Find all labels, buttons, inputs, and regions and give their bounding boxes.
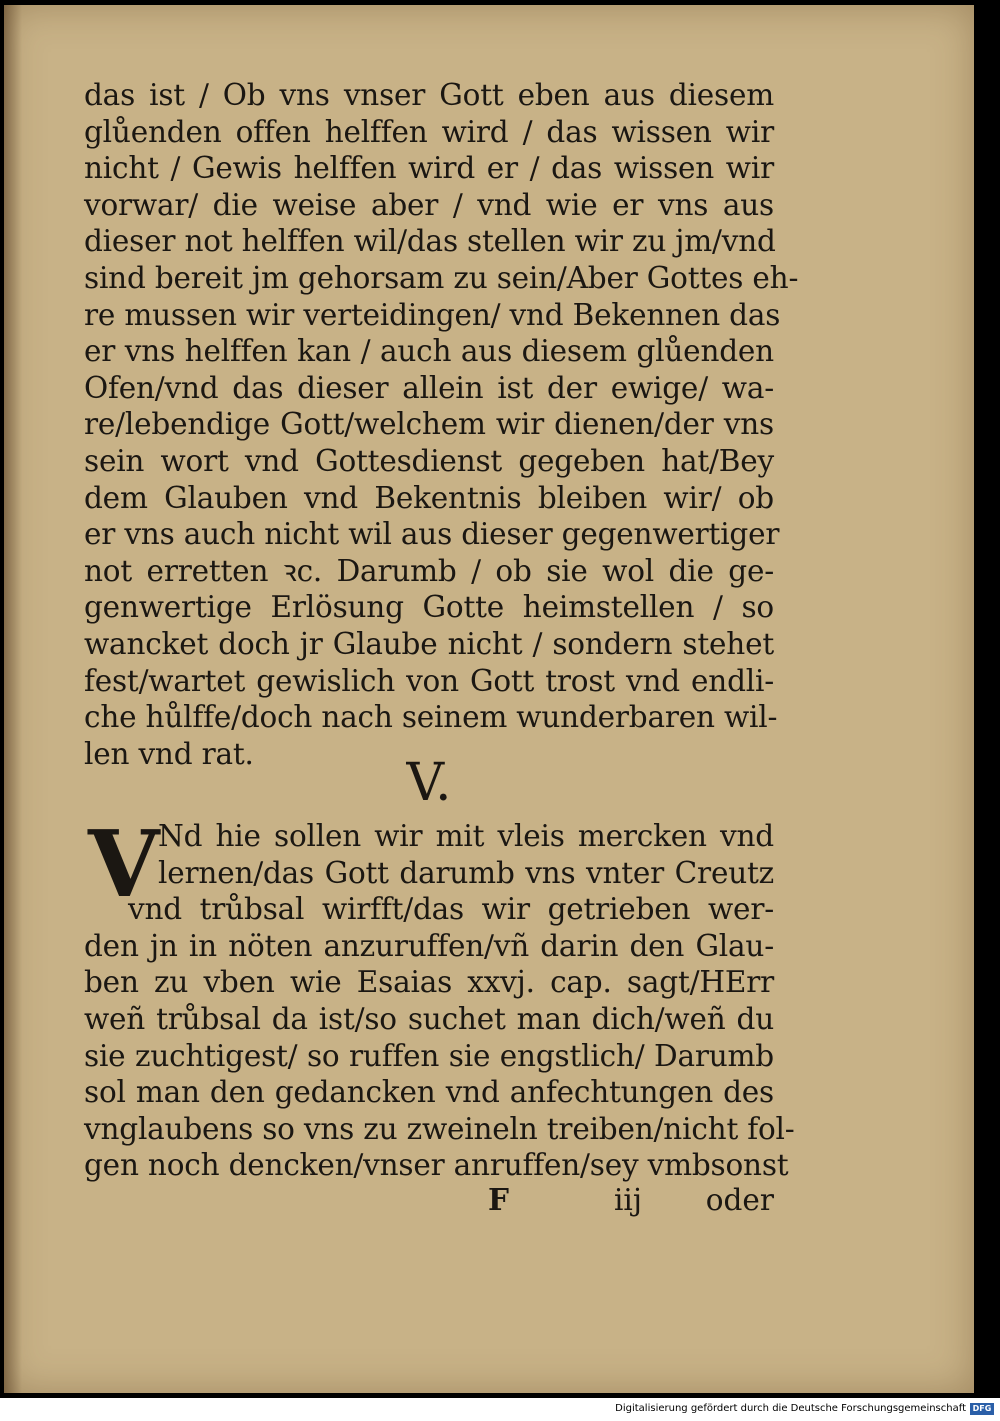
text-line: gen noch dencken/vnser anruffen/sey vmbsonst [84, 1148, 789, 1183]
text-line: glůenden offen helffen wird / das wissen wir [84, 114, 774, 149]
text-line: che hůlffe/doch nach seinem wunderbaren wil- [84, 700, 778, 735]
text-line: not erretten ꝛc. Darumb / ob sie wol die ge- [84, 553, 774, 588]
text-line: dem Glauben vnd Bekentnis bleiben wir/ ob [84, 480, 774, 515]
text-line: lernen/das Gott darumb vns vnter Creutz [158, 855, 774, 890]
text-line: re/lebendige Gott/welchem wir dienen/der vns [84, 407, 774, 442]
text-line: sind bereit jm gehorsam zu sein/Aber Gottes eh- [84, 260, 799, 295]
text-line: ben zu vben wie Esaias xxvj. cap. sagt/HErr [84, 965, 774, 1000]
text-line: sein wort vnd Gottesdienst gegeben hat/Bey [84, 443, 774, 478]
text-line: sie zuchtigest/ so ruffen sie engstlich/ Darumb [84, 1038, 774, 1073]
text-line: Ofen/vnd das dieser allein ist der ewige/ wa- [84, 370, 774, 405]
text-line: vnglaubens so vns zu zweineln treiben/nicht fol- [84, 1111, 795, 1146]
text-line: sol man den gedancken vnd anfechtungen des [84, 1075, 774, 1110]
text-line: den jn in nöten anzuruffen/vñ darin den Glau- [84, 928, 774, 963]
text-line: er vns auch nicht wil aus dieser gegenwertiger [84, 517, 780, 552]
text-line: wancket doch jr Glaube nicht / sondern stehet [84, 626, 774, 661]
signature-mark: F [488, 1182, 509, 1217]
dfg-logo-icon: DFG [970, 1403, 994, 1415]
decorated-initial: V [88, 810, 160, 918]
section-text-block [84, 810, 795, 1184]
section-heading [84, 753, 774, 813]
text-line: weñ trůbsal da ist/so suchet man dich/weñ du [84, 1001, 774, 1036]
footer-credit: Digitalisierung gefördert durch die Deutsche Forschungsgemeinschaft [615, 1403, 966, 1414]
digitization-footer [0, 1398, 1000, 1421]
text-line: vnd trůbsal wirfft/das wir getrieben wer- [128, 892, 774, 927]
text-line: len vnd rat. [84, 736, 254, 771]
text-line: fest/wartet gewislich von Gott trost vnd endli- [84, 663, 774, 698]
book-page [4, 5, 974, 1393]
page-footer-line [84, 1182, 774, 1218]
folio-number: iij [614, 1183, 643, 1217]
text-line: nicht / Gewis helffen wird er / das wissen wir [84, 151, 774, 186]
main-text-block [84, 77, 799, 772]
text-line: genwertige Erlösung Gotte heimstellen / so [84, 590, 774, 625]
text-line: dieser not helffen wil/das stellen wir zu jm/vnd [84, 224, 776, 259]
section-heading-text: V. [406, 753, 452, 813]
text-line: Nd hie sollen wir mit vleis mercken vnd [158, 819, 774, 853]
text-line: er vns helffen kan / auch aus diesem glůenden [84, 334, 774, 369]
text-line: vorwar/ die weise aber / vnd wie er vns aus [84, 187, 774, 222]
catchword: oder [705, 1183, 774, 1217]
text-line: das ist / Ob vns vnser Gott eben aus diesem [84, 78, 774, 112]
text-line: re mussen wir verteidingen/ vnd Bekennen das [84, 297, 781, 332]
